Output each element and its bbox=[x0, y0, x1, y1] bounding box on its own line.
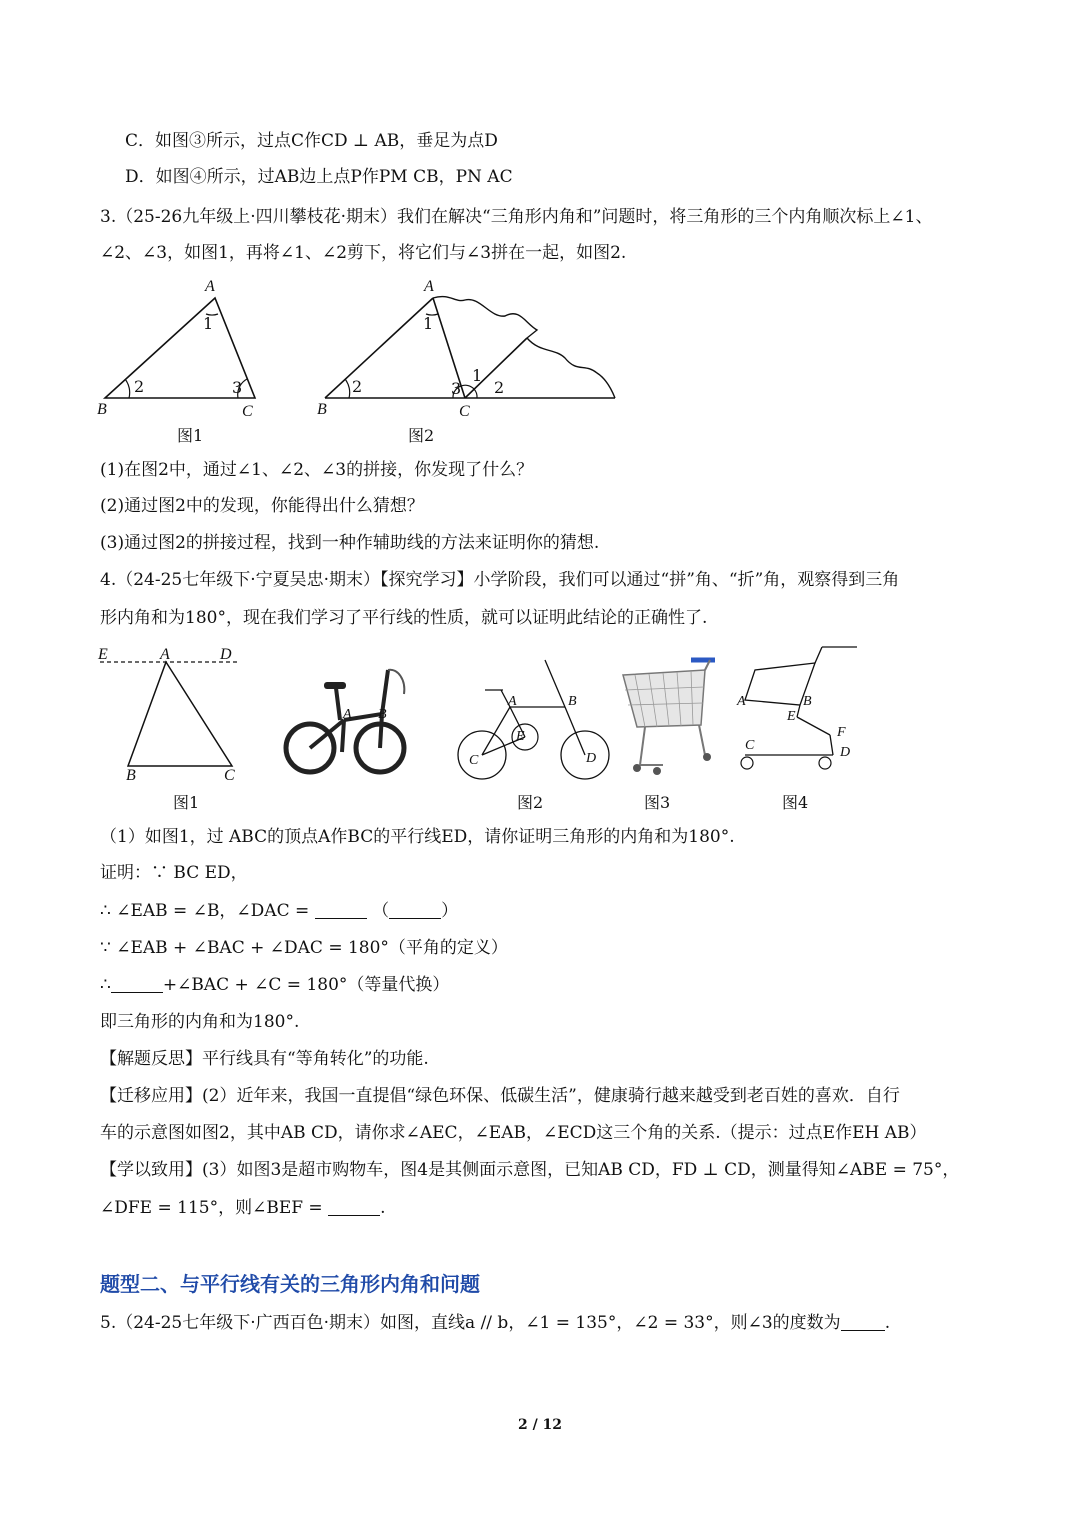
q4f2-label-c: C bbox=[469, 753, 479, 768]
proof1-paren-close: ） bbox=[441, 901, 459, 921]
bike-label-a: A bbox=[343, 707, 352, 722]
proof1-paren-open: （ bbox=[372, 901, 390, 921]
shopping-cart-image bbox=[615, 655, 720, 780]
proof1-text: ∴ ∠EAB = ∠B，∠DAC = bbox=[100, 901, 310, 921]
q3-figure-2 bbox=[315, 278, 625, 428]
q4f4-label-d: D bbox=[840, 745, 851, 760]
q4f2-label-e: E bbox=[516, 729, 525, 744]
q3f2-label-c: C bbox=[459, 403, 470, 420]
q3f1-label-3: 3 bbox=[232, 378, 243, 397]
proof-line-0: 证明：∵ BC ED， bbox=[100, 863, 248, 883]
q3f2-label-2a: 2 bbox=[352, 377, 363, 396]
option-d: D．如图④所示，过AB边上点P作PM CB，PN AC bbox=[125, 167, 513, 187]
q4f2-label-b: B bbox=[568, 694, 577, 709]
q3-sub2: (2)通过图2中的发现，你能得出什么猜想？ bbox=[100, 496, 424, 516]
blank-5[interactable] bbox=[841, 1312, 885, 1331]
q4f4-label-b: B bbox=[803, 694, 812, 709]
q4f2-label-a: A bbox=[508, 694, 517, 709]
use2-period: . bbox=[380, 1198, 386, 1218]
q5-period: . bbox=[884, 1313, 891, 1333]
q4f4-label-f: F bbox=[837, 725, 846, 740]
q3-sub1: (1)在图2中，通过∠1、∠2、∠3的拼接，你发现了什么？ bbox=[100, 460, 534, 480]
proof-line-1 bbox=[100, 899, 458, 923]
q3-sub3: (3)通过图2的拼接过程，找到一种作辅助线的方法来证明你的猜想. bbox=[100, 533, 600, 553]
reflection: 【解题反思】平行线具有“等角转化”的功能. bbox=[100, 1049, 429, 1069]
torn-edge-1 bbox=[433, 297, 537, 338]
blank-1[interactable] bbox=[315, 900, 367, 919]
q4f4-label-a: A bbox=[737, 694, 746, 709]
q4f2-label-d: D bbox=[586, 751, 597, 766]
q4-figure-1 bbox=[98, 648, 248, 778]
q3-stem-line1: 3.（25-26九年级上·四川攀枝花·期末）我们在解决“三角形内角和”问题时，将三角形的三个内角顺次标上∠1、 bbox=[100, 207, 933, 227]
torn-edge-2 bbox=[527, 338, 615, 398]
blank-4[interactable] bbox=[328, 1197, 380, 1216]
q4-fig3-caption: 图3 bbox=[644, 793, 671, 812]
q4-fig1-caption: 图1 bbox=[173, 793, 200, 812]
proof-line-3 bbox=[100, 973, 449, 997]
angle-2-arc bbox=[125, 379, 130, 398]
q4f1-label-b: B bbox=[126, 767, 136, 784]
page-number: 2 / 12 bbox=[517, 1417, 563, 1433]
q4f1-label-a: A bbox=[160, 646, 170, 663]
q3f1-label-b: B bbox=[97, 401, 107, 418]
q4f1-label-c: C bbox=[224, 767, 235, 784]
q4f1-label-d: D bbox=[220, 646, 232, 663]
use-line-1: 【学以致用】(3）如图3是超市购物车，图4是其侧面示意图，已知AB CD，FD ⊥ CD，测量得知∠ABE = 75°， bbox=[100, 1160, 960, 1180]
q4f1-label-e: E bbox=[98, 646, 108, 663]
q4f4-label-e: E bbox=[787, 709, 796, 724]
triangle-abc bbox=[128, 662, 232, 766]
q4-fig2-caption: 图2 bbox=[517, 793, 544, 812]
blank-2[interactable] bbox=[389, 900, 441, 919]
q5-text: 5.（24-25七年级下·广西百色·期末）如图，直线a // b，∠1 = 135°，∠2 = 33°，则∠3的度数为 bbox=[100, 1313, 841, 1333]
apply-line-1: 【迁移应用】(2）近年来，我国一直提倡“绿色环保、低碳生活”，健康骑行越来越受到老百姓的喜欢．自行 bbox=[100, 1086, 900, 1106]
q3f1-label-1: 1 bbox=[203, 314, 214, 333]
use2-text: ∠DFE = 115°，则∠BEF = bbox=[100, 1198, 323, 1218]
q3f1-label-2: 2 bbox=[134, 377, 145, 396]
section-heading: 题型二、与平行线有关的三角形内角和问题 bbox=[100, 1272, 480, 1296]
proof-line-4: 即三角形的内角和为180°. bbox=[100, 1012, 300, 1032]
use-line-2 bbox=[100, 1196, 385, 1220]
q3-fig1-caption: 图1 bbox=[177, 426, 204, 445]
q4-sub1: （1）如图1，过 ABC的顶点A作BC的平行线ED，请你证明三角形的内角和为180°. bbox=[100, 827, 735, 847]
q3f2-label-a: A bbox=[424, 278, 434, 295]
q3f2-label-1a: 1 bbox=[423, 314, 434, 333]
proof3-therefore: ∴ bbox=[100, 975, 111, 995]
q3-fig2-caption: 图2 bbox=[408, 426, 435, 445]
q3f2-label-2b: 2 bbox=[494, 378, 505, 397]
apply-line-2: 车的示意图如图2，其中AB CD，请你求∠AEC，∠EAB，∠ECD这三个角的关系.（提示：过点E作EH AB） bbox=[100, 1123, 927, 1143]
q3f1-label-c: C bbox=[242, 403, 253, 420]
q3f2-label-1b: 1 bbox=[472, 366, 483, 385]
q4f4-label-c: C bbox=[745, 738, 755, 753]
q4-stem-line1: 4.（24-25七年级下·宁夏吴忠·期末）【探究学习】小学阶段，我们可以通过“拼”角、“折”角，观察得到三角 bbox=[100, 570, 900, 590]
q3f2-label-3: 3 bbox=[451, 379, 462, 398]
proof-line-2: ∵ ∠EAB + ∠BAC + ∠DAC = 180°（平角的定义） bbox=[100, 938, 508, 958]
blank-3[interactable] bbox=[111, 974, 163, 993]
bike-label-b: B bbox=[378, 707, 387, 722]
q4-fig4-caption: 图4 bbox=[782, 793, 809, 812]
option-c: C．如图③所示，过点C作CD ⊥ AB，垂足为点D bbox=[125, 131, 498, 151]
q4-stem-line2: 形内角和为180°，现在我们学习了平行线的性质，就可以证明此结论的正确性了. bbox=[100, 608, 708, 628]
q3f1-label-a: A bbox=[205, 278, 215, 295]
proof3-text: +∠BAC + ∠C = 180°（等量代换） bbox=[162, 975, 450, 995]
q5-stem bbox=[100, 1311, 890, 1335]
q3f2-label-b: B bbox=[317, 401, 327, 418]
q3-stem-line2: ∠2、∠3，如图1，再将∠1、∠2剪下，将它们与∠3拼在一起，如图2. bbox=[100, 243, 627, 263]
